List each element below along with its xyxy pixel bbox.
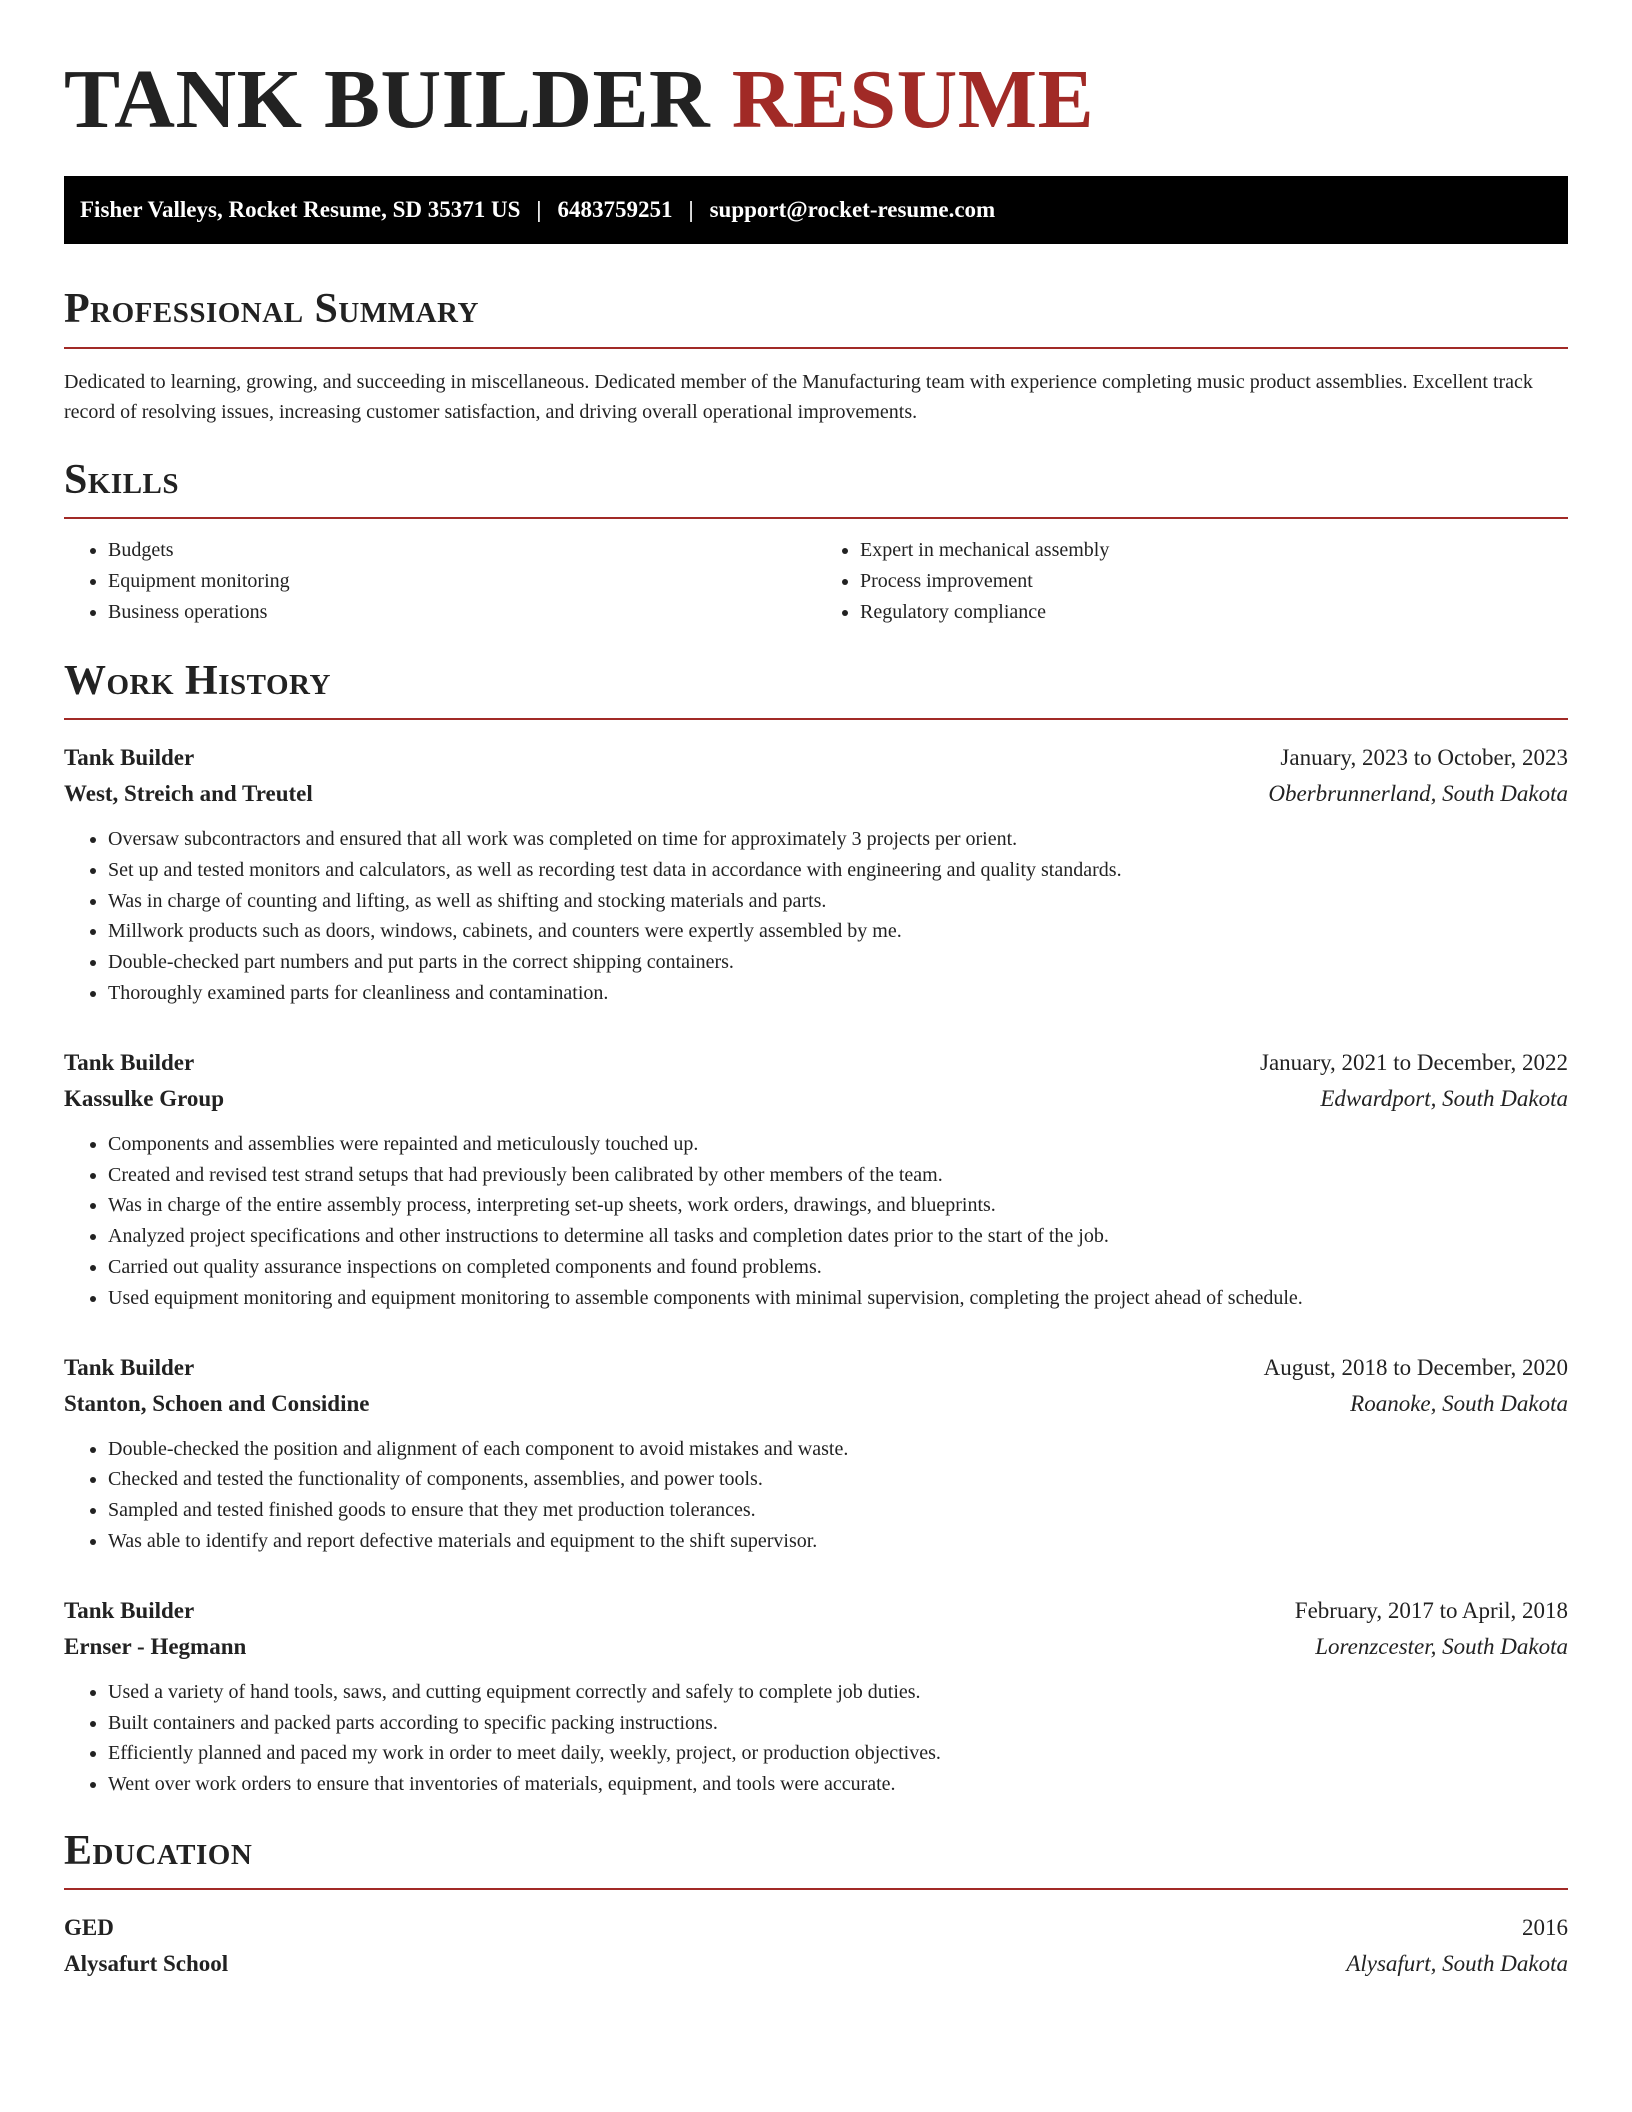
job-location: Edwardport, South Dakota: [1320, 1085, 1568, 1111]
job-entry: [64, 740, 1568, 1009]
skill-item: • Equipment monitoring: [108, 566, 816, 597]
contact-email: support@rocket-resume.com: [709, 197, 996, 223]
job-bullet: • Millwork products such as doors, windows, cabinets, and counters were expertly assembled by me.: [108, 916, 1568, 947]
job-location: Oberbrunnerland, South Dakota: [1268, 780, 1568, 806]
job-title: Tank Builder: [64, 1049, 195, 1075]
contact-address: Fisher Valleys, Rocket Resume, SD 35371 US: [80, 197, 521, 223]
job-bullet: • Efficiently planned and paced my work in order to meet daily, weekly, project, or production objectives.: [108, 1738, 1568, 1769]
job-title: Tank Builder: [64, 1597, 195, 1623]
job-entry: [64, 1593, 1568, 1800]
job-bullet: • Checked and tested the functionality of components, assemblies, and power tools.: [108, 1464, 1568, 1495]
education-heading: Education: [64, 1827, 253, 1874]
job-dates: February, 2017 to April, 2018: [1294, 1597, 1568, 1623]
job-bullet: • Double-checked the position and alignment of each component to avoid mistakes and waste.: [108, 1434, 1568, 1465]
summary-text: Dedicated to learning, growing, and succeeding in miscellaneous. Dedicated member of the Manufacturing team with experience completing music product assemblies. Excellent track record of resolving issues, increasing customer satisfaction, and driving overall operational improvements.: [64, 370, 1533, 423]
job-bullet: • Used a variety of hand tools, saws, and cutting equipment correctly and safely to complete job duties.: [108, 1677, 1568, 1708]
section-divider: [64, 517, 1568, 519]
contact-separator: |: [536, 197, 542, 223]
job-location: Roanoke, South Dakota: [1350, 1390, 1568, 1416]
job-dates: August, 2018 to December, 2020: [1263, 1354, 1568, 1380]
contact-phone: 6483759251: [557, 197, 673, 223]
job-bullet: • Went over work orders to ensure that inventories of materials, equipment, and tools were accurate.: [108, 1769, 1568, 1800]
skills-column-left: [64, 535, 816, 628]
job-dates: January, 2023 to October, 2023: [1280, 744, 1568, 770]
skills-heading: Skills: [64, 456, 180, 503]
section-divider: [64, 347, 1568, 349]
job-bullet: • Was able to identify and report defective materials and equipment to the shift supervisor.: [108, 1526, 1568, 1557]
job-company: Ernser - Hegmann: [64, 1633, 247, 1659]
summary-heading: Professional Summary: [64, 286, 479, 333]
job-bullet: • Double-checked part numbers and put parts in the correct shipping containers.: [108, 947, 1568, 978]
job-bullet: • Built containers and packed parts according to specific packing instructions.: [108, 1708, 1568, 1739]
job-company: Stanton, Schoen and Considine: [64, 1390, 370, 1416]
job-location: Lorenzcester, South Dakota: [1315, 1633, 1568, 1659]
job-title: Tank Builder: [64, 1354, 195, 1380]
job-entry: [64, 1045, 1568, 1314]
job-bullet: • Thoroughly examined parts for cleanliness and contamination.: [108, 978, 1568, 1009]
education-year: 2016: [1522, 1915, 1568, 1941]
skill-item: • Business operations: [108, 597, 816, 628]
skills-list: [64, 535, 1568, 628]
contact-bar: [64, 176, 1568, 244]
job-bullet: • Carried out quality assurance inspections on completed components and found problems.: [108, 1252, 1568, 1283]
job-bullets: [64, 1434, 1568, 1557]
job-title: Tank Builder: [64, 744, 195, 770]
job-bullet: • Used equipment monitoring and equipment monitoring to assemble components with minimal supervision, completing the project ahead of schedule.: [108, 1283, 1568, 1314]
skill-item: • Budgets: [108, 535, 816, 566]
job-bullets: [64, 824, 1568, 1009]
section-divider: [64, 1888, 1568, 1890]
job-bullet: • Was in charge of counting and lifting, as well as shifting and stocking materials and parts.: [108, 886, 1568, 917]
resume-title: [64, 54, 1568, 146]
job-bullet: • Analyzed project specifications and other instructions to determine all tasks and completion dates prior to the start of the job.: [108, 1221, 1568, 1252]
job-bullet: • Components and assemblies were repainted and meticulously touched up.: [108, 1129, 1568, 1160]
job-bullet: • Sampled and tested finished goods to ensure that they met production tolerances.: [108, 1495, 1568, 1526]
job-company: West, Streich and Treutel: [64, 780, 313, 806]
education-entry: [64, 1910, 1568, 1982]
skill-item: • Process improvement: [860, 566, 1568, 597]
title-accent: RESUME: [731, 53, 1095, 146]
job-entry: [64, 1350, 1568, 1557]
job-bullet: • Created and revised test strand setups that had previously been calibrated by other members of the team.: [108, 1160, 1568, 1191]
work-history-heading: Work History: [64, 657, 331, 704]
education-degree: GED: [64, 1915, 114, 1941]
job-bullet: • Set up and tested monitors and calculators, as well as recording test data in accordance with engineering and quality standards.: [108, 855, 1568, 886]
job-bullet: • Was in charge of the entire assembly process, interpreting set-up sheets, work orders, drawings, and blueprints.: [108, 1190, 1568, 1221]
job-dates: January, 2021 to December, 2022: [1260, 1049, 1568, 1075]
contact-separator: |: [688, 197, 694, 223]
education-location: Alysafurt, South Dakota: [1346, 1951, 1568, 1977]
skills-column-right: [816, 535, 1568, 628]
job-company: Kassulke Group: [64, 1085, 224, 1111]
section-divider: [64, 718, 1568, 720]
job-bullets: [64, 1129, 1568, 1314]
skill-item: • Regulatory compliance: [860, 597, 1568, 628]
skill-item: • Expert in mechanical assembly: [860, 535, 1568, 566]
job-bullets: [64, 1677, 1568, 1800]
title-main: TANK BUILDER: [64, 53, 711, 146]
education-school: Alysafurt School: [64, 1951, 229, 1977]
job-bullet: • Oversaw subcontractors and ensured that all work was completed on time for approximately 3 projects per orient.: [108, 824, 1568, 855]
